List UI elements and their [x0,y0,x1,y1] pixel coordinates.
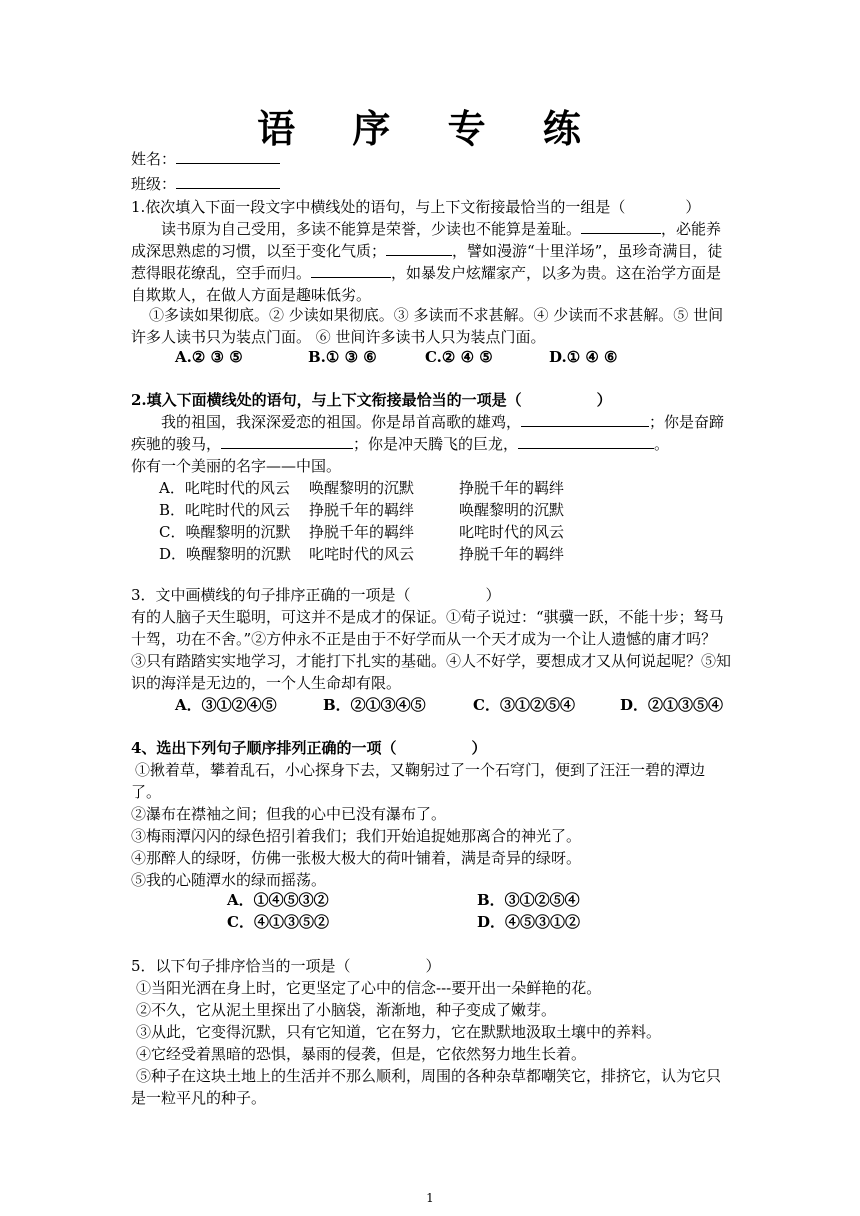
q2-passage [131,411,731,455]
q2-option-cell: 挣脱千年的羁绊 [459,479,565,497]
q1-options [175,346,617,368]
name-line [131,148,280,170]
q3-stem: 3．文中画横线的句子排序正确的一项是（ ） [131,586,501,604]
q5-sentence-3: ③从此，它变得沉默，只有它知道，它在努力，它在默默地汲取土壤中的养料。 [136,1023,662,1041]
q4-sentence-4: ④那醉人的绿呀，仿佛一张极大极大的荷叶铺着，满是奇异的绿呀。 [131,849,582,867]
q3-option-b[interactable]: B．②①③④⑤ [323,696,426,714]
q4-option-b[interactable]: B．③①②⑤④ [477,891,580,909]
class-line [131,173,280,195]
q3-option-a[interactable]: A．③①②④⑤ [175,696,277,714]
q2-options [159,477,609,565]
q3-options [175,694,723,716]
q1-blank-2[interactable] [386,241,452,256]
q1-option-a[interactable]: A.② ③ ⑤ [175,348,243,366]
q1-passage [131,218,731,306]
q4-sentence-1: ①揪着草，攀着乱石，小心探身下去，又鞠躬过了一个石穹门，便到了汪汪一碧的潭边了。 [131,761,706,801]
q2-stem: 2.填入下面横线处的语句，与上下文衔接最恰当的一项是（ ） [131,391,612,409]
q1-blank-1[interactable] [581,219,661,234]
class-label: 班级： [131,175,177,193]
q2-option-b[interactable] [159,499,609,521]
q5-sentence-1: ①当阳光洒在身上时，它更坚定了心中的信念---要开出一朵鲜艳的花。 [136,979,602,997]
q4-option-a[interactable]: A．①④⑤③② [227,891,329,909]
q1-option-b[interactable]: B.① ③ ⑥ [308,348,377,366]
q2-option-cell: A．叱咤时代的风云 [159,479,290,497]
q2-option-cell: 叱咤时代的风云 [459,523,565,541]
q2-option-d[interactable] [159,543,609,565]
q2-option-cell: D．唤醒黎明的沉默 [159,545,292,563]
q2-blank-1[interactable] [521,412,649,427]
q4-sentence-3: ③梅雨潭闪闪的绿色招引着我们；我们开始追捉她那离合的神光了。 [131,827,582,845]
page-number: 1 [426,1191,434,1205]
q2-option-cell: B．叱咤时代的风云 [159,501,291,519]
q2-passage-part: 。 [654,435,670,453]
q2-blank-2[interactable] [221,434,353,449]
q1-stem: 1.依次填入下面一段文字中横线处的语句，与上下文衔接最恰当的一组是（ ） [131,198,701,216]
q1-option-d[interactable]: D.① ④ ⑥ [549,348,618,366]
q2-option-c[interactable] [159,521,609,543]
name-label: 姓名： [131,150,177,168]
q4-option-d[interactable]: D．④⑤③①② [477,913,581,931]
q2-option-cell: 挣脱千年的羁绊 [309,501,415,519]
q1-option-c[interactable]: C.② ④ ⑤ [425,348,493,366]
q5-sentence-4: ④它经受着黑暗的恐惧，暴雨的侵袭，但是，它依然努力地生长着。 [136,1045,587,1063]
q2-option-cell: 叱咤时代的风云 [309,545,415,563]
q4-sentence-5: ⑤我的心随潭水的绿而摇荡。 [131,871,327,889]
q2-passage-part: ；你是奋蹄疾驰的骏马， [131,413,725,453]
q2-option-cell: 挣脱千年的羁绊 [309,523,415,541]
page-title: 语 序 专 练 [257,106,603,151]
q1-blank-3[interactable] [311,263,391,278]
class-field[interactable] [176,174,280,189]
q3-option-c[interactable]: C．③①②⑤④ [473,696,575,714]
q1-passage-part: ，必能养成深思熟虑的习惯，以至于变化气质； [131,220,722,260]
q5-sentence-2: ②不久，它从泥土里探出了小脑袋，渐渐地，种子变成了嫩芽。 [136,1001,557,1019]
q3-option-d[interactable]: D．②①③⑤④ [620,696,724,714]
q1-items: ①多读如果彻底。② 少读如果彻底。③ 多读而不求甚解。④ 少读而不求甚解。⑤ 世间许多人读书只为装点门面。 ⑥ 世间许多读书人只为装点门面。 [131,306,724,346]
q3-passage: 有的人脑子天生聪明，可这并不是成才的保证。①荀子说过：“骐骥一跃，不能十步；驽马十驾，功在不舍。”②方仲永不正是由于不好学而从一个天才成为一个让人遗憾的庸才吗？③只有踏踏实实地学习，才能打下扎实的基础。④人不好学，要想成才又从何说起呢？⑤知识的海洋是无边的，一个人生命却有限。 [131,608,732,692]
q1-passage-part: ，如暴发户炫耀家产，以多为贵。这在治学方面是自欺欺人，在做人方面是趣味低劣。 [131,264,722,304]
q2-passage-part: 我的祖国，我深深爱恋的祖国。你是昂首高歌的雄鸡， [161,413,522,431]
q2-option-a[interactable] [159,477,609,499]
q2-option-cell: 唤醒黎明的沉默 [459,501,565,519]
q2-blank-3[interactable] [518,434,654,449]
q4-options [227,889,580,933]
q5-sentence-5: ⑤种子在这块土地上的生活并不那么顺利，周围的各种杂草都嘲笑它，排挤它，认为它只是一粒平凡的种子。 [131,1067,722,1107]
q4-option-c[interactable]: C．④①③⑤② [227,913,329,931]
q2-option-cell: 唤醒黎明的沉默 [309,479,415,497]
q2-option-cell: 挣脱千年的羁绊 [459,545,565,563]
q1-passage-part: ，譬如漫游“十里洋场”，虽珍奇满目，徒惹得眼花缭乱，空手而归。 [131,242,723,282]
q2-option-cell: C．唤醒黎明的沉默 [159,523,291,541]
q5-stem: 5．以下句子排序恰当的一项是（ ） [131,957,441,975]
q4-stem: 4、选出下列句子顺序排列正确的一项（ ） [131,739,487,757]
q2-passage-part: ；你是冲天腾飞的巨龙， [353,435,519,453]
name-field[interactable] [176,149,280,164]
q2-closing-line: 你有一个美丽的名字——中国。 [131,457,342,475]
q1-passage-part: 读书原为自己受用，多读不能算是荣誉，少读也不能算是羞耻。 [161,220,582,238]
q4-sentence-2: ②瀑布在襟袖之间；但我的心中已没有瀑布了。 [131,805,447,823]
